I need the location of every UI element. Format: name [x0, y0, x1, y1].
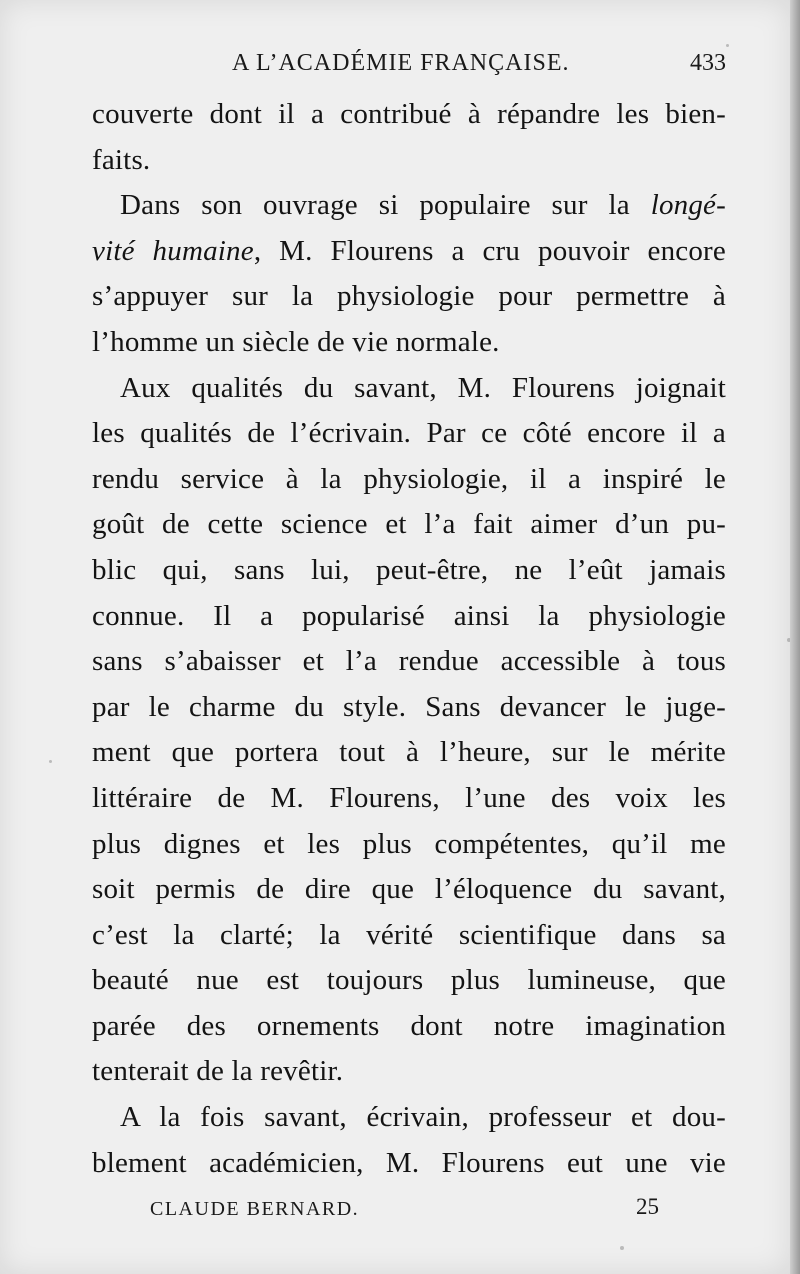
- italic-phrase: vité humaine: [92, 234, 254, 267]
- text-line: couverte dont il a contribué à répandre les bien-: [92, 98, 726, 130]
- text-line-with-italic-start: [92, 229, 726, 275]
- text-line: les qualités de l’écrivain. Par ce côté encore il a: [92, 417, 726, 450]
- text-line: tenterait de la revêtir.: [92, 1055, 344, 1088]
- signature-mark: CLAUDE BERNARD.: [150, 1198, 360, 1220]
- paper-speck: [726, 44, 729, 47]
- text-line: ment que portera tout à l’heure, sur le mérite: [92, 736, 726, 769]
- page-body: [92, 92, 726, 1186]
- text-line: soit permis de dire que l’éloquence du savant,: [92, 873, 726, 906]
- text-line: connue. Il a popularisé ainsi la physiologie: [92, 599, 726, 632]
- text-line: l’homme un siècle de vie normale.: [92, 325, 500, 358]
- text-line: A la fois savant, écrivain, professeur et dou-: [120, 1101, 726, 1134]
- text-line: goût de cette science et l’a fait aimer d’un pu-: [92, 508, 726, 541]
- text-line: par le charme du style. Sans devancer le juge-: [92, 690, 726, 723]
- text-line-with-italic-end: [92, 183, 726, 229]
- running-title: A L’ACADÉMIE FRANÇAISE.: [232, 50, 570, 76]
- page-edge-shadow: [790, 0, 800, 1274]
- sheet-number: 25: [636, 1194, 659, 1219]
- text-line: parée des ornements dont notre imagination: [92, 1009, 726, 1042]
- page-header: [92, 46, 726, 82]
- text-line: littéraire de M. Flourens, l’une des voix les: [92, 781, 726, 814]
- text-line: rendu service à la physiologie, il a inspiré le: [92, 462, 726, 495]
- text-line: plus dignes et les plus compétentes, qu’il me: [92, 827, 726, 860]
- paper-speck: [620, 1246, 624, 1250]
- text-line: blement académicien, M. Flourens eut une vie: [92, 1146, 726, 1179]
- text-line: c’est la clarté; la vérité scientifique dans sa: [92, 918, 726, 951]
- text-line: faits.: [92, 143, 151, 176]
- text-line: sans s’abaisser et l’a rendue accessible à tous: [92, 645, 726, 678]
- page-number: 433: [690, 50, 726, 76]
- text-line: beauté nue est toujours plus lumineuse, que: [92, 964, 726, 997]
- page-footer: [92, 1194, 726, 1230]
- text-fragment: Dans son ouvrage si populaire sur la: [120, 189, 651, 222]
- text-line: s’appuyer sur la physiologie pour permettre à: [92, 280, 726, 313]
- text-line: Aux qualités du savant, M. Flourens joignait: [120, 371, 726, 404]
- italic-word: longé-: [650, 189, 726, 222]
- paper-speck: [49, 760, 52, 763]
- text-line: blic qui, sans lui, peut-être, ne l’eût jamais: [92, 553, 726, 586]
- text-fragment: , M. Flourens a cru pouvoir encore: [253, 234, 726, 267]
